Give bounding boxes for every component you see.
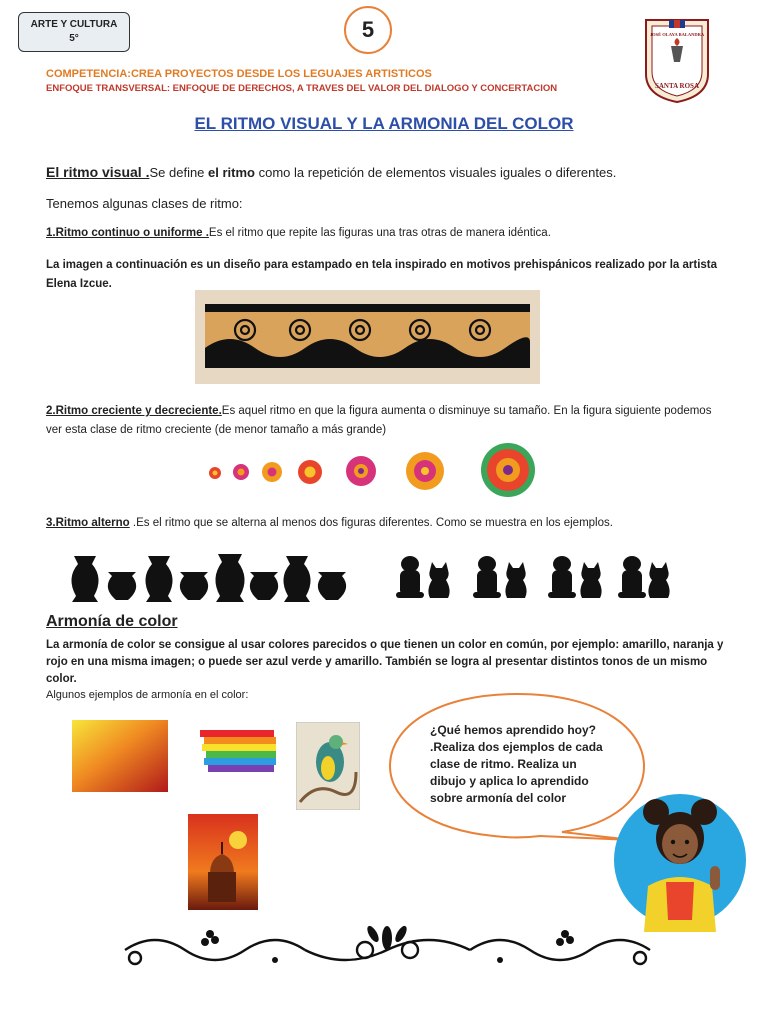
grade-label: 5° <box>69 33 79 44</box>
enfoque-text: ENFOQUE TRANSVERSAL: ENFOQUE DE DERECHOS, A TRAVES DEL VALOR DEL DIALOGO Y CONCERTACION <box>46 83 558 94</box>
flower-6 <box>406 452 444 490</box>
tall-vase-4 <box>283 556 310 602</box>
ritmo-visual-text-b: el ritmo <box>208 165 255 180</box>
flower-4 <box>298 460 322 484</box>
cat-silhouette-1 <box>428 562 449 598</box>
prehispanic-pattern-image <box>195 290 540 384</box>
cat-silhouette-4 <box>648 562 669 598</box>
growing-flowers-image <box>205 440 545 500</box>
ritmo1-label: 1.Ritmo continuo o uniforme . <box>46 227 209 239</box>
girl-illustration <box>608 790 748 932</box>
dog-silhouette-1 <box>396 556 424 598</box>
dog-silhouette-3 <box>548 556 576 598</box>
flower-2 <box>233 464 249 480</box>
warm-harmony-painting <box>72 720 168 792</box>
ritmo2-text: Es aquel ritmo en que la figura aumenta o disminuye su tamaño. En la figura siguiente podemos ver esta clase de ritmo creciente (de menor tamaño a más grande) <box>46 405 712 436</box>
bubble-text: ¿Qué hemos aprendido hoy? .Realiza dos ejemplos de cada clase de ritmo. Realiza un dibujo y aplica lo aprendido sobre armonía del color <box>430 723 603 805</box>
alternating-dogs-cats-image <box>392 550 674 606</box>
ritmo1-paragraph <box>46 227 551 239</box>
subject-box <box>18 12 130 52</box>
tall-vase-3 <box>215 554 244 602</box>
tall-vase-1 <box>71 556 98 602</box>
round-pot-2 <box>180 572 208 600</box>
school-logo <box>642 16 712 104</box>
round-pot-3 <box>250 572 278 600</box>
subject-name: ARTE Y CULTURA <box>30 19 118 30</box>
competencia-text: COMPETENCIA:CREA PROYECTOS DESDE LOS LEGUAJES ARTISTICOS <box>46 68 432 80</box>
armonia-text: La armonía de color se consigue al usar colores parecidos o que tienen un color en común, por ejemplo: amarillo, naranja y rojo en una misma imagen; o puede ser azul verde y amarillo. También se logra al presentar distintos tonos de un mismo color. <box>46 639 724 685</box>
cat-silhouette-3 <box>580 562 601 598</box>
flower-3 <box>262 462 282 482</box>
ritmo-visual-definition <box>46 164 616 180</box>
ritmo3-paragraph <box>46 517 613 529</box>
ritmo2-paragraph <box>46 402 726 440</box>
ritmo-visual-label: El ritmo visual . <box>46 164 150 180</box>
flower-5 <box>346 456 376 486</box>
ritmo1-description: La imagen a continuación es un diseño para estampado en tela inspirado en motivos prehispánicos realizado por la artista Elena Izcue. <box>46 259 718 290</box>
alternating-vases-image <box>66 550 356 606</box>
logo-text-bottom: SANTA ROSA <box>654 82 700 90</box>
ritmo3-label: 3.Ritmo alterno <box>46 517 130 529</box>
round-pot-4 <box>318 572 346 600</box>
armonia-examples-label: Algunos ejemplos de armonía en el color: <box>46 689 249 701</box>
cat-silhouette-2 <box>505 562 526 598</box>
ritmo3-text: .Es el ritmo que se alterna al menos dos figuras diferentes. Como se muestra en los ejemplos. <box>129 517 613 529</box>
ritmo2-label: 2.Ritmo creciente y decreciente. <box>46 405 222 417</box>
ritmo1-text: Es el ritmo que repite las figuras una tras otras de manera idéntica. <box>208 227 551 239</box>
round-pot-1 <box>108 572 136 600</box>
clases-intro: Tenemos algunas clases de ritmo: <box>46 196 243 211</box>
ritmo-visual-text-a: Se define <box>149 165 209 180</box>
page-number: 5 <box>344 6 392 54</box>
flower-1 <box>209 467 221 479</box>
decorative-ornament <box>115 920 660 980</box>
rainbow-brushstroke <box>200 722 278 782</box>
armonia-heading: Armonía de color <box>46 613 178 630</box>
dog-silhouette-2 <box>473 556 501 598</box>
page-title: EL RITMO VISUAL Y LA ARMONIA DEL COLOR <box>194 114 574 133</box>
dog-silhouette-4 <box>618 556 646 598</box>
ritmo-visual-text-c: como la repetición de elementos visuales iguales o diferentes. <box>255 165 617 180</box>
flower-7 <box>481 443 535 497</box>
church-sunset-painting <box>188 814 258 910</box>
bird-painting <box>296 722 360 810</box>
logo-text-top: JOSÉ OLAYA BALANDRA <box>649 32 705 37</box>
tall-vase-2 <box>145 556 172 602</box>
